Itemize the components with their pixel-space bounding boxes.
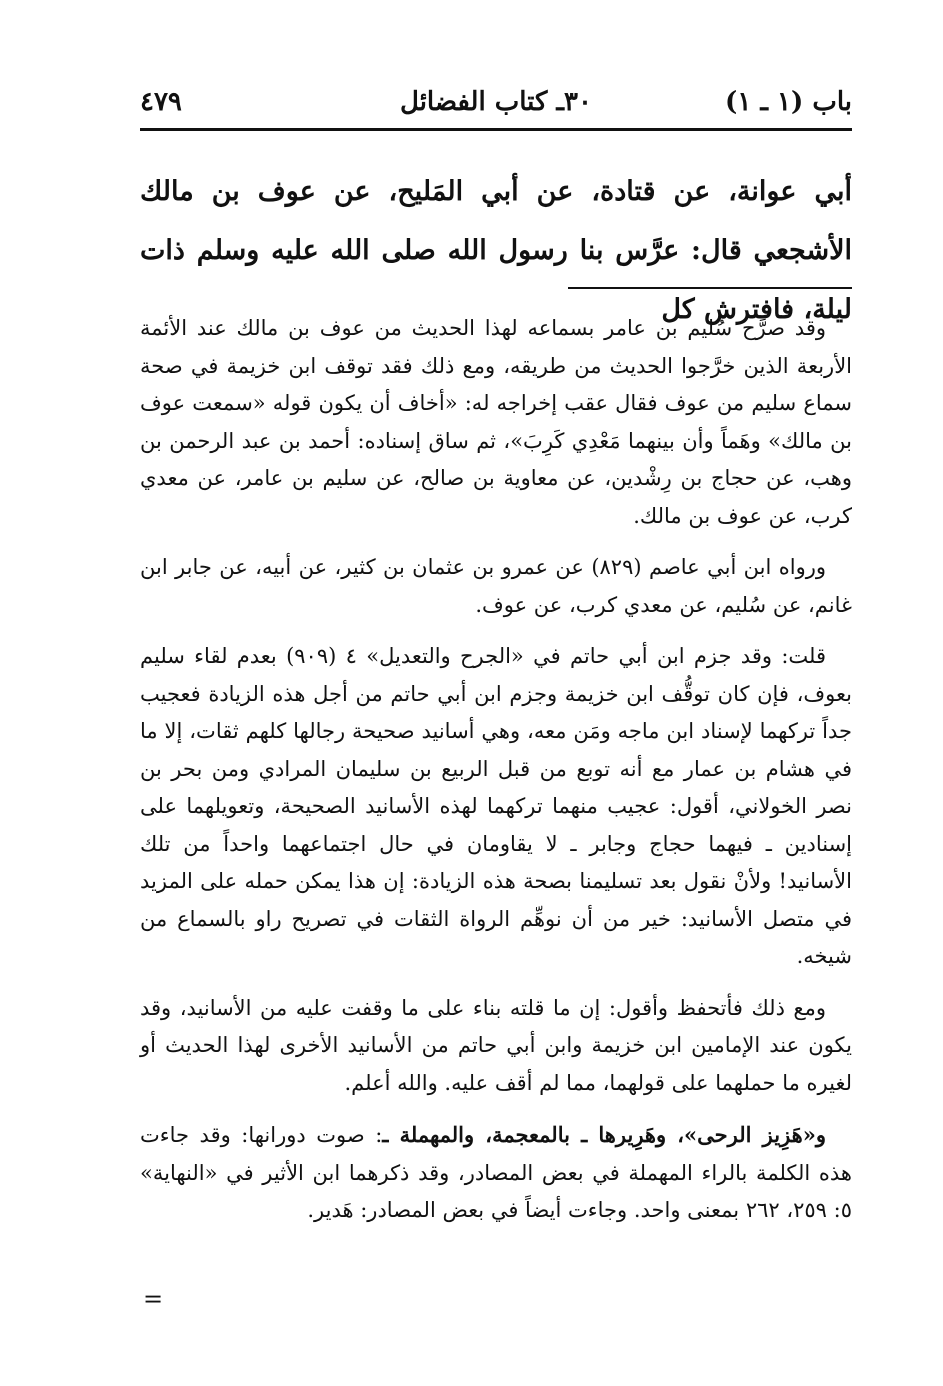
footnote-paragraph: ومع ذلك فأتحفظ وأقول: إن ما قلته بناء على ما وقفت عليه من الأسانيد، وقد يكون عند الإمامين ابن خزيمة وابن أبي حاتم من الأسانيد الأخرى لهذا الحديث أو لغيره ما حملهما على قولهما، مما لم أقف عليه. والله أعلم. — [140, 995, 852, 1095]
footnote-rest: : صوت دورانها: وقد جاءت هذه الكلمة بالراء المهملة في بعض المصادر، وقد ذكرهما ابن الأثير في «النهاية» ٥: ٢٥٩، ٢٦٢ بمعنى واحد. وجاءت أيضاً في بعض المصادر: هَدير. — [140, 1123, 852, 1222]
chapter-heading: باب (١ ـ ١) — [725, 87, 852, 117]
footnote-paragraph-last — [140, 1116, 852, 1230]
continuation-mark: = — [143, 1285, 164, 1313]
header-rule — [140, 128, 852, 131]
footnotes-block — [140, 310, 852, 1244]
footnote-paragraph: وقد صرَّح سُليم بن عامر بسماعه لهذا الحديث من عوف بن مالك عند الأئمة الأربعة الذين خرَّجوا الحديث من طريقه، ومع ذلك فقد توقف ابن خزيمة في صحة سماع سليم من عوف فقال عقب إخراجه له: «أخاف أن يكون قوله «سمعت عوف بن مالك» وهَماً وأن بينهما مَعْدِي كَرِبَ»، ثم ساق إسناده: أحمد بن عبد الرحمن بن وهب، عن حجاج بن رِشْدين، عن معاوية بن صالح، عن سليم بن عامر، عن معدي كرب، عن عوف بن مالك. — [140, 316, 852, 528]
footnote-paragraph: ورواه ابن أبي عاصم (٨٢٩) عن عمرو بن عثمان بن كثير، عن أبيه، عن جابر ابن غانم، عن سُليم، عن معدي كرب، عن عوف. — [140, 555, 852, 617]
footnote-bold-lead: و«هَزِيز الرحى»، وهَرِيرها ـ بالمعجمة، والمهملة ـ — [382, 1122, 826, 1147]
main-text: أبي عوانة، عن قتادة، عن أبي المَليح، عن عوف بن مالك الأشجعي قال: عرَّس بنا رسول الله صلى الله عليه وسلم ذات ليلة، فافترش كل — [140, 176, 852, 325]
book-title: ٣٠ـ كتاب الفضائل — [400, 87, 592, 117]
footnote-separator — [568, 287, 852, 289]
page-header — [140, 82, 852, 122]
page-number: ٤٧٩ — [140, 87, 182, 117]
footnote-paragraph: قلت: وقد جزم ابن أبي حاتم في «الجرح والتعديل» ٤ (٩٠٩) بعدم لقاء سليم بعوف، فإن كان توقُّف ابن خزيمة وجزم ابن أبي حاتم من أجل هذه الزيادة فعجيب جداً تركهما لإسناد ابن ماجه ومَن معه، وهي أسانيد صحيحة رجالها كلهم ثقات، إلا ما في هشام بن عمار مع أنه توبع من قبل الربيع بن سليمان المرادي ومن بحر بن نصر الخولاني، أقول: عجيب منهما تركهما لهذه الأسانيد الصحيحة، وتعويلهما على إسنادين ـ فيهما حجاج وجابر ـ لا يقاومان في حال اجتماعهما واحداً من تلك الأسانيد! ولأنْ نقول بعد تسليمنا بصحة هذه الزيادة: إن هذا يمكن حمله على المزيد في متصل الأسانيد: خير من أن نوهِّم الرواة الثقات في تصريح راو بالسماع من شيخه. — [140, 644, 852, 968]
